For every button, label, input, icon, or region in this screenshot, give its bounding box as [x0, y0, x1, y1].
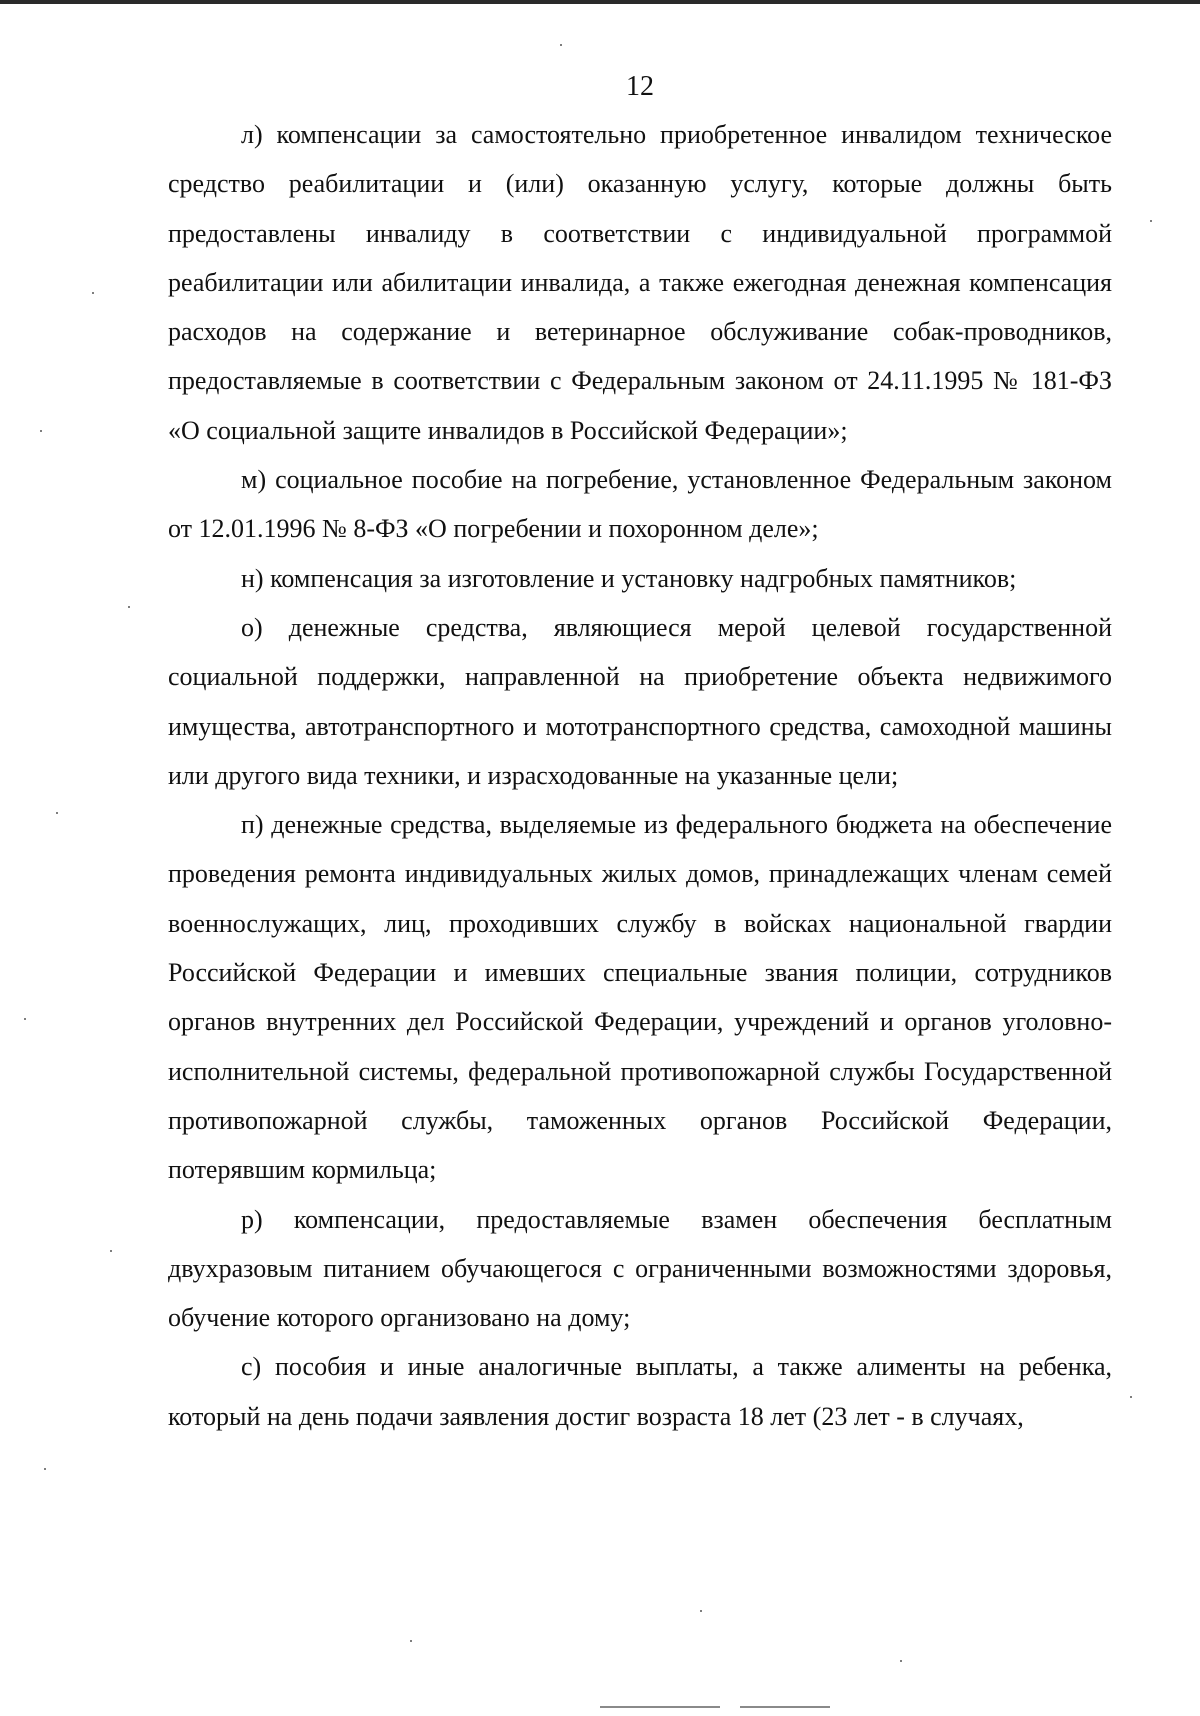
paragraph-n: н) компенсация за изготовление и установку надгробных памятников; [241, 563, 1017, 593]
paragraph-r: р) компенсации, предоставляемые взамен обеспечения бесплатным двухразовым питанием обучающегося с ограниченными возможностями здоровья, обучение которого организовано на дому; [168, 1204, 1112, 1333]
scan-speck [110, 1250, 112, 1252]
paragraph-s: с) пособия и иные аналогичные выплаты, а также алименты на ребенка, который на день подачи заявления достиг возраста 18 лет (23 лет - в случаях, [168, 1352, 1112, 1431]
document-body [168, 110, 1112, 1441]
scan-speck [410, 1640, 412, 1642]
scan-speck [128, 606, 130, 608]
scan-speck [1150, 220, 1152, 222]
scan-speck [1130, 1396, 1132, 1398]
scan-speck [24, 1018, 26, 1020]
scan-bottom-edge [740, 1706, 830, 1708]
page-number: 12 [626, 71, 654, 102]
scan-speck [900, 1660, 902, 1662]
paragraph-o: о) денежные средства, являющиеся мерой целевой государственной социальной поддержки, направленной на приобретение объекта недвижимого имущества, автотранспортного и мототранспортного средства, самоходной машины или другого вида техники, и израсходованные на указанные цели; [168, 612, 1112, 790]
scan-speck [560, 44, 562, 46]
scan-speck [92, 292, 94, 294]
scan-speck [40, 430, 42, 432]
scan-speck [700, 1610, 702, 1612]
scan-speck [56, 812, 58, 814]
scan-speck [44, 1468, 46, 1470]
paragraph-p: п) денежные средства, выделяемые из федерального бюджета на обеспечение проведения ремонта индивидуальных жилых домов, принадлежащих членам семей военнослужащих, лиц, проходивших службу в войсках национальной гвардии Российской Федерации и имевших специальные звания полиции, сотрудников органов внутренних дел Российской Федерации, учреждений и органов уголовно-исполнительной системы, федеральной противопожарной службы Государственной противопожарной службы, таможенных органов Российской Федерации, потерявшим кормильца; [168, 810, 1112, 1185]
scan-bottom-edge [600, 1706, 720, 1708]
scan-top-edge [0, 0, 1200, 4]
paragraph-l: л) компенсации за самостоятельно приобретенное инвалидом техническое средство реабилитации и (или) оказанную услугу, которые должны быть предоставлены инвалиду в соответствии с индивидуальной программой реабилитации или абилитации инвалида, а также ежегодная денежная компенсация расходов на содержание и ветеринарное обслуживание собак-проводников, предоставляемые в соответствии с Федеральным законом от 24.11.1995 № 181-ФЗ «О социальной защите инвалидов в Российской Федерации»; [168, 120, 1112, 445]
paragraph-m: м) социальное пособие на погребение, установленное Федеральным законом от 12.01.1996 № 8-ФЗ «О погребении и похоронном деле»; [168, 465, 1112, 544]
